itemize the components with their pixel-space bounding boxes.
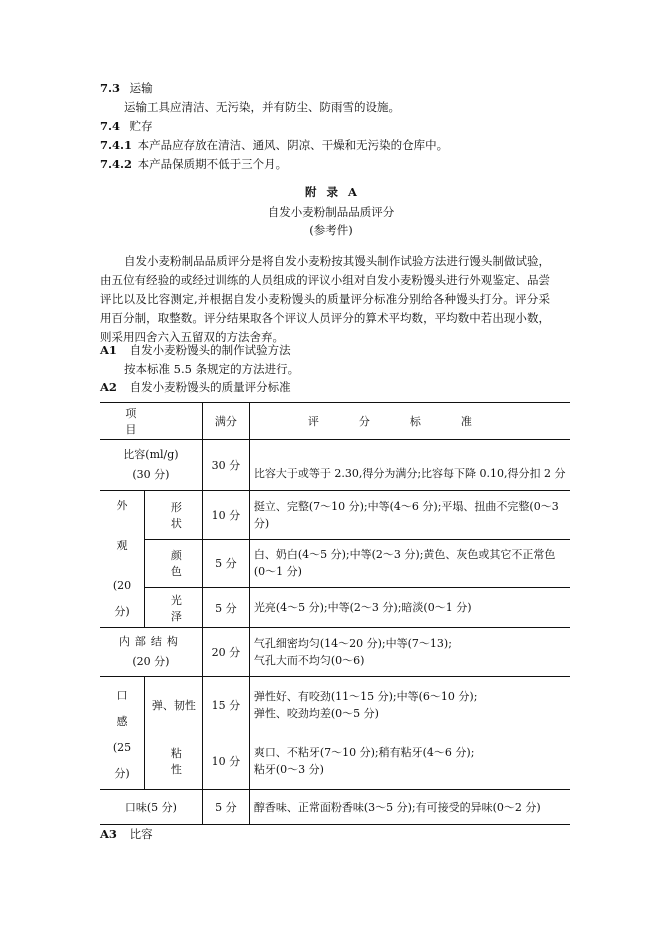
specific-volume-full: 30 分 xyxy=(202,440,249,491)
section-7-4-2 xyxy=(100,156,287,172)
color-full: 5 分 xyxy=(202,539,249,588)
section-title: 贮存 xyxy=(129,119,153,133)
section-7-4-heading xyxy=(100,118,153,134)
shape-full: 10 分 xyxy=(202,491,249,540)
section-number: A2 xyxy=(100,380,117,394)
table-row-shape xyxy=(100,491,570,540)
appearance-char-2: 观 xyxy=(116,539,128,552)
table-row-elasticity xyxy=(100,677,570,734)
section-7-3-text: 运输工具应清洁、无污染，并有防尘、防雨雪的设施。 xyxy=(124,100,400,114)
a2-heading xyxy=(100,379,291,395)
section-7-3-heading xyxy=(100,80,153,96)
mouthfeel-char-1: 口 xyxy=(116,689,128,702)
stickiness-criteria-line-2: 粘牙(0～3 分) xyxy=(253,763,324,776)
shape-label: 形状 xyxy=(145,491,203,540)
quality-scoring-table xyxy=(100,402,570,825)
elasticity-label: 弹、韧性 xyxy=(145,677,203,734)
color-criteria: 白、奶白(4～5 分);中等(2～3 分);黄色、灰色或其它不正常色(0～1 分) xyxy=(249,539,570,588)
elasticity-criteria xyxy=(249,677,570,734)
shape-criteria: 挺立、完整(7～10 分);中等(4～6 分);平塌、扭曲不完整(0～3 分) xyxy=(249,491,570,540)
specific-volume-label xyxy=(100,440,202,491)
appearance-char-1: 外 xyxy=(116,499,128,512)
taste-label: 口味(5 分) xyxy=(100,790,202,825)
specific-volume-criteria: 比容大于或等于 2.30,得分为满分;比容每下降 0.10,得分扣 2 分 xyxy=(249,440,570,491)
section-number: 7.4 xyxy=(100,119,121,133)
section-number: A3 xyxy=(100,827,117,841)
header-item: 项目 xyxy=(100,403,202,440)
section-number: 7.4.1 xyxy=(100,138,133,152)
elasticity-full: 15 分 xyxy=(202,677,249,734)
appendix-note: (参考件) xyxy=(309,223,353,237)
table-row-internal xyxy=(100,628,570,677)
specific-volume-score: (30 分) xyxy=(132,468,170,481)
internal-score: (20 分) xyxy=(132,655,170,668)
mouthfeel-group xyxy=(100,677,145,790)
intro-text: 自发小麦粉制品品质评分是将自发小麦粉按其馒头制作试验方法进行馒头制做试验，由五位有经验的或经过训练的人员组成的评议小组对自发小麦粉馒头进行外观鉴定、品尝评比以及比容测定,并根据自发小麦粉馒头的质量评分标准分别给各种馒头打分。评分采用百分制，取整数。评分结果取各个评议人员评分的算术平均数，平均数中若出现小数，则采用四舍六入五留双的方法舍弃。 xyxy=(100,254,550,344)
stickiness-criteria xyxy=(249,733,570,790)
header-criteria: 评分标准 xyxy=(307,414,512,428)
elasticity-criteria-line-2: 弹性、咬劲均差(0～5 分) xyxy=(253,707,379,720)
internal-name: 内部结构 xyxy=(118,635,183,648)
section-number: 7.3 xyxy=(100,81,121,95)
internal-criteria-line-1: 气孔细密均匀(14～20 分);中等(7～13); xyxy=(253,637,452,650)
stickiness-label: 粘性 xyxy=(145,733,203,790)
appearance-score: (20 分) xyxy=(112,579,132,618)
luster-criteria: 光亮(4～5 分);中等(2～3 分);暗淡(0～1 分) xyxy=(249,588,570,628)
mouthfeel-score: (25 分) xyxy=(112,741,132,780)
specific-volume-name: 比容(ml/g) xyxy=(123,448,179,461)
luster-label: 光泽 xyxy=(145,588,203,628)
intro-paragraph xyxy=(100,252,550,347)
internal-criteria xyxy=(249,628,570,677)
table-row-luster xyxy=(100,588,570,628)
section-title: 自发小麦粉馒头的质量评分标准 xyxy=(129,380,291,394)
section-7-4-1 xyxy=(100,137,448,153)
table-row-specific-volume xyxy=(100,440,570,491)
table-row-color xyxy=(100,539,570,588)
mouthfeel-char-2: 感 xyxy=(116,715,128,728)
elasticity-criteria-line-1: 弹性好、有咬劲(11～15 分);中等(6～10 分); xyxy=(253,690,478,703)
section-number: A1 xyxy=(100,343,117,357)
a3-heading xyxy=(100,826,153,842)
section-title: 运输 xyxy=(129,81,153,95)
color-label: 颜色 xyxy=(145,539,203,588)
internal-label xyxy=(100,628,202,677)
section-title: 自发小麦粉馒头的制作试验方法 xyxy=(129,343,291,357)
internal-criteria-line-2: 气孔大而不均匀(0～6) xyxy=(253,654,365,667)
section-text: 本产品应存放在清洁、通风、阴凉、干燥和无污染的仓库中。 xyxy=(137,138,449,152)
section-number: 7.4.2 xyxy=(100,157,133,171)
a1-heading xyxy=(100,342,291,358)
luster-full: 5 分 xyxy=(202,588,249,628)
a1-text: 按本标准 5.5 条规定的方法进行。 xyxy=(124,362,300,376)
table-row-taste xyxy=(100,790,570,825)
internal-full: 20 分 xyxy=(202,628,249,677)
section-title: 比容 xyxy=(129,827,153,841)
taste-criteria: 醇香味、正常面粉香味(3～5 分);有可接受的异味(0～2 分) xyxy=(249,790,570,825)
appearance-group xyxy=(100,491,145,628)
stickiness-criteria-line-1: 爽口、不粘牙(7～10 分);稍有粘牙(4～6 分); xyxy=(253,746,475,759)
appendix-title: 自发小麦粉制品品质评分 xyxy=(267,205,395,219)
stickiness-full: 10 分 xyxy=(202,733,249,790)
appendix-label: 附 录 A xyxy=(305,185,357,199)
table-row-stickiness xyxy=(100,733,570,790)
section-text: 本产品保质期不低于三个月。 xyxy=(137,157,288,171)
header-full-score: 满分 xyxy=(202,403,249,440)
taste-full: 5 分 xyxy=(202,790,249,825)
table-header-row xyxy=(100,403,570,440)
